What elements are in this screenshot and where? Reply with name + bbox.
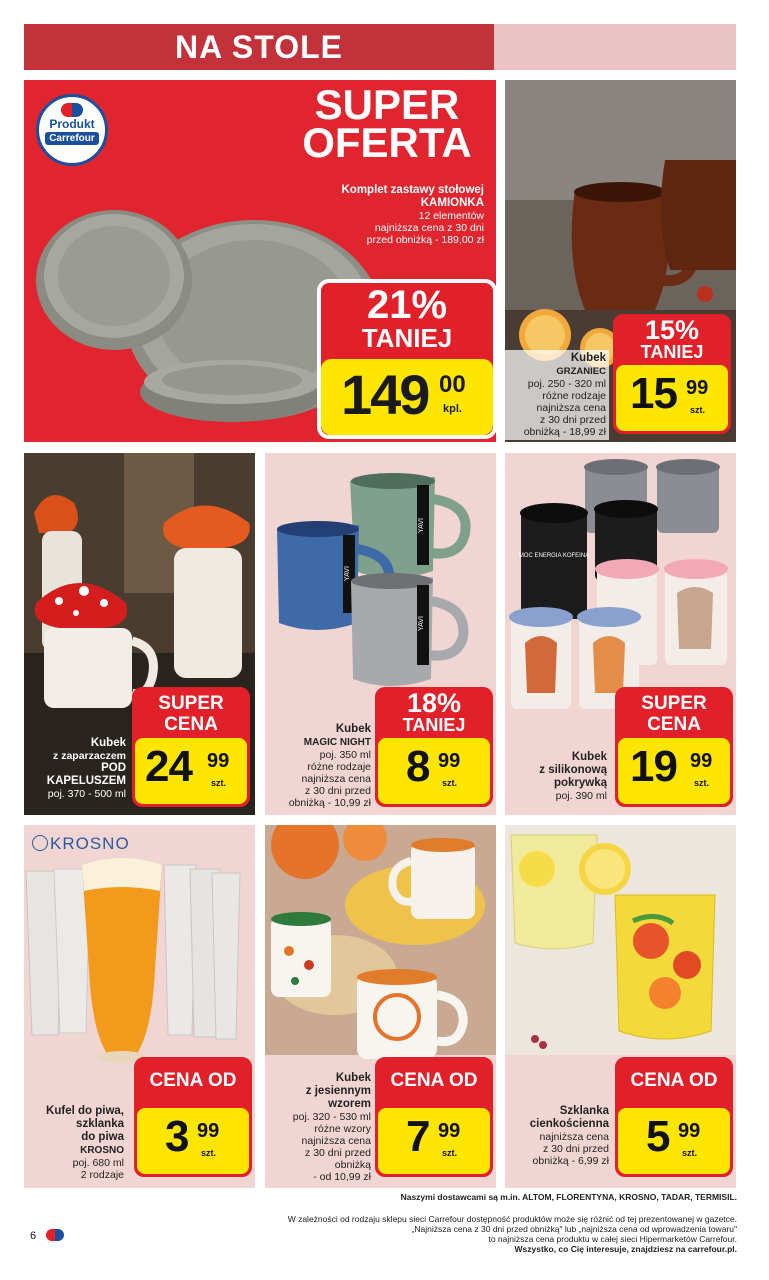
grzaniec-text [505,350,609,440]
section-title: NA STOLE [174,29,343,65]
carrefour-logo-icon [61,103,83,117]
product-card-kubek-magic-night[interactable] [265,453,496,815]
jesien-name2: z jesiennym [305,1085,371,1097]
jesien-info2: różne wzory [314,1123,371,1135]
silikon-text [505,751,607,802]
kapelusz-name1: Kubek [90,737,126,749]
magic-info2: różne rodzaje [307,761,371,773]
szklanka-name2: cienkościenna [529,1118,609,1130]
silikon-price-unit: szt. [694,778,710,788]
section-header [24,24,736,70]
grzaniec-name1: Kubek [570,352,606,364]
oferta-text: OFERTA [302,119,472,166]
kufel-price-unit: szt. [201,1148,217,1158]
hero-info3: przed obniżką - 189,00 zł [366,234,484,246]
jesien-info1: poj. 320 - 530 ml [292,1111,371,1123]
szklanka-price-tag [615,1057,733,1177]
grzaniec-discount-pct: 15% [644,315,700,345]
product-card-kubek-silikon[interactable] [505,453,736,815]
kapelusz-price-unit: szt. [211,778,227,788]
grzaniec-price-tag [613,314,731,434]
silikon-tag-line2: CENA [647,714,701,735]
product-card-kufel-krosno[interactable] [24,825,255,1188]
jesien-info5: obniżką [334,1159,371,1171]
magic-info5: obniżką - 10,99 zł [288,797,371,809]
kufel-name4: KROSNO [80,1145,124,1156]
produkt-carrefour-badge [36,94,108,166]
magic-price-int: 8 [406,742,430,791]
kufel-name3: do piwa [81,1131,124,1143]
suppliers-note: Naszymi dostawcami są m.in. ALTOM, FLORENTYNA, KROSNO, TADAR, TERMISIL. [400,1192,737,1202]
kapelusz-info1: poj. 370 - 500 ml [47,788,126,800]
magic-info4: z 30 dni przed [305,785,371,797]
grzaniec-info1: poj. 250 - 320 ml [527,378,606,390]
szklanka-price-unit: szt. [682,1148,698,1158]
product-card-kubek-kapelusz[interactable] [24,453,255,815]
magic-text [265,723,371,809]
kufel-info2: 2 rodzaje [80,1169,124,1181]
hero-product-name: Komplet zastawy stołowej KAMIONKA [341,184,484,209]
kufel-text [24,1105,124,1181]
hero-info1: 12 elementów [418,210,484,222]
disclaimer [177,1214,737,1254]
kapelusz-name2: z zaparzaczem [53,750,126,762]
jesien-info4: z 30 dni przed [305,1147,371,1159]
jesien-info3: najniższa cena [301,1135,371,1147]
silikon-tag-line1: SUPER [641,693,707,714]
super-text: SUPER [314,81,460,128]
carrefour-footer-logo-icon [46,1229,64,1241]
grzaniec-name2: GRZANIEC [556,366,606,377]
magic-price-cents: 99 [438,750,461,772]
szklanka-info1: najniższa cena [539,1131,609,1143]
jesien-text [265,1072,371,1183]
disclaimer-line3: to najniższa cena produktu w całej sieci Hipermarketów Carrefour. [488,1234,737,1244]
silikon-info1: poj. 390 ml [555,790,607,802]
magic-name1: Kubek [335,723,371,735]
kapelusz-price-cents: 99 [207,750,230,772]
magic-price-tag [375,687,493,807]
kapelusz-price-int: 24 [145,742,192,791]
mug-label-1: YAVI [418,518,425,533]
disclaimer-line1: W zależności od rodzaju sklepu sieci Carrefour dostępność produktów może się różnić od tej prezentowanej w gazetce. [287,1214,737,1224]
jesien-info6: - od 10,99 zł [313,1171,371,1183]
kufel-price-cents: 99 [197,1120,220,1142]
szklanka-text [505,1105,609,1167]
kufel-info1: poj. 680 ml [72,1157,124,1169]
szklanka-info2: z 30 dni przed [543,1143,609,1155]
szklanka-info3: obniżką - 6,99 zł [532,1155,609,1167]
badge-line2: Carrefour [45,132,99,145]
silikon-name2: z silikonową [539,764,607,776]
grzaniec-price-cents: 99 [686,377,709,399]
jesien-price-cents: 99 [438,1120,461,1142]
grzaniec-discount-label: TANIEJ [640,342,704,362]
kapelusz-price-tag [132,687,250,807]
product-card-szklanka[interactable] [505,825,736,1188]
cup-print-text: MOC ENERGIA KOFEINA [518,553,590,559]
kapelusz-tag-line2: CENA [164,714,218,735]
silikon-name1: Kubek [571,751,607,763]
kapelusz-tag-line1: SUPER [158,693,224,714]
szklanka-tag-label: CENA OD [630,1070,718,1091]
kapelusz-text [24,737,126,800]
silikon-price-int: 19 [630,742,677,791]
disclaimer-line2: „Najniższa cena z 30 dni przed obniżką" lub „najniższa cena od wprowadzenia towaru" [411,1224,737,1234]
badge-line1: Produkt [49,117,95,131]
krosno-brand-text: KROSNO [50,834,130,853]
magic-discount-label: TANIEJ [402,715,466,735]
grzaniec-info2: różne rodzaje [542,390,606,402]
kapelusz-name3: POD [101,762,126,774]
hero-info2: najniższa cena z 30 dni [374,222,484,234]
magic-discount-pct: 18% [406,688,462,718]
hero-price-int: 149 [341,363,429,426]
jesien-tag-label: CENA OD [390,1070,478,1091]
kufel-price-tag [134,1057,252,1177]
magic-info3: najniższa cena [301,773,371,785]
grzaniec-info5: obniżką - 18,99 zł [523,426,606,438]
magic-info1: poj. 350 ml [319,749,371,761]
szklanka-price-cents: 99 [678,1120,701,1142]
hero-product-text [314,184,484,246]
szklanka-price-int: 5 [646,1112,670,1161]
silikon-price-cents: 99 [690,750,713,772]
grzaniec-price-int: 15 [630,369,677,418]
jesien-price-tag [375,1057,493,1177]
grzaniec-info3: najniższa cena [536,402,606,414]
disclaimer-line4: Wszystko, co Cię interesuje, znajdziesz na carrefour.pl. [514,1244,737,1254]
grzaniec-info4: z 30 dni przed [540,414,606,426]
super-oferta-title [289,81,485,166]
kufel-name1: Kufel do piwa, [46,1105,124,1117]
kufel-tag-label: CENA OD [149,1070,237,1091]
page-number: 6 [30,1230,37,1242]
magic-price-unit: szt. [442,778,458,788]
hero-price-unit: kpl. [443,403,462,415]
kufel-name2: szklanka [76,1118,124,1130]
hero-discount-pct: 21% [366,283,448,327]
magic-name2: MAGIC NIGHT [303,737,371,748]
jesien-price-unit: szt. [442,1148,458,1158]
kapelusz-name4: KAPELUSZEM [46,775,126,787]
header-accent [494,24,736,70]
jesien-name1: Kubek [335,1072,371,1084]
silikon-name3: pokrywką [553,777,607,789]
mug-label-3: YAVI [418,616,425,631]
hero-discount-label: TANIEJ [361,323,453,353]
jesien-name3: wzorem [328,1098,371,1110]
hero-price-cents: 00 [439,371,466,398]
szklanka-name1: Szklanka [559,1105,609,1117]
kufel-price-int: 3 [165,1112,189,1161]
grzaniec-price-unit: szt. [690,405,706,415]
mug-label-2: YAVI [344,566,351,581]
jesien-price-int: 7 [406,1112,430,1161]
silikon-price-tag [615,687,733,807]
product-card-kubek-jesien[interactable] [265,825,496,1188]
product-card-kubek-grzaniec[interactable] [505,80,736,442]
hero-price-tag [317,279,496,439]
hero-offer-card[interactable] [24,80,496,442]
